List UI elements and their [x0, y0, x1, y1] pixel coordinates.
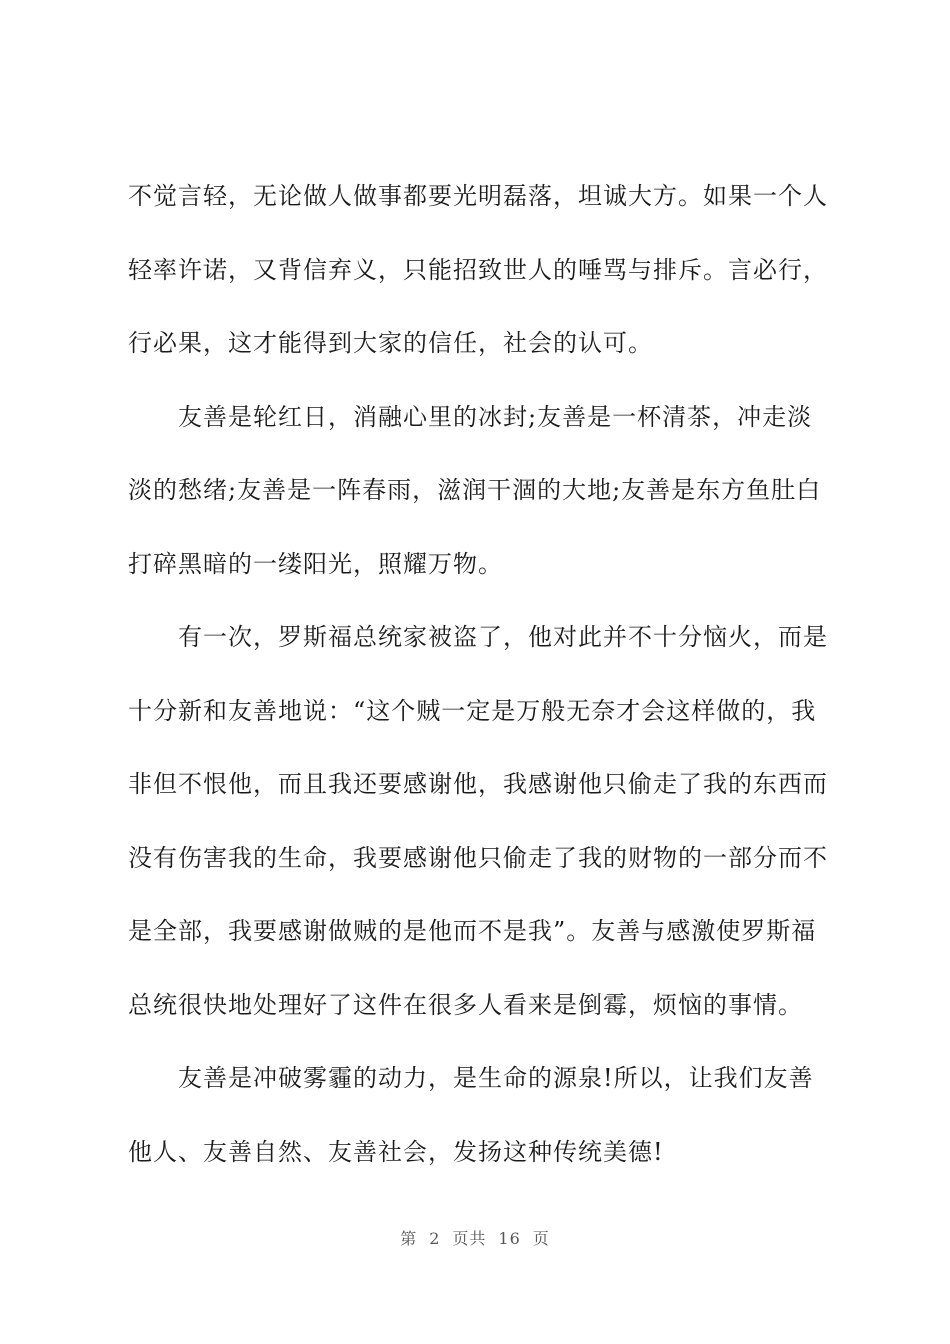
- text-line: 不觉言轻，无论做人做事都要光明磊落，坦诚大方。如果一个人: [128, 182, 828, 210]
- text-line: 有一次，罗斯福总统家被盗了，他对此并不十分恼火，而是: [128, 623, 828, 651]
- footer-total-pages: 16: [498, 1229, 521, 1248]
- text-line: 他人、友善自然、友善社会，发扬这种传统美德!: [128, 1137, 664, 1166]
- page-footer: [0, 1226, 950, 1249]
- footer-suffix: 页: [532, 1229, 550, 1248]
- footer-prefix: 第: [400, 1229, 418, 1248]
- footer-mid: 页共: [452, 1229, 487, 1248]
- body-text: [128, 164, 844, 1193]
- text-line: 友善是轮红日，消融心里的冰封;友善是一杯清茶，冲走淡: [128, 402, 813, 431]
- text-line: 友善是冲破雾霾的动力，是生命的源泉!所以，让我们友善: [128, 1064, 814, 1092]
- text-line: 总统很快地处理好了这件在很多人看来是倒霉，烦恼的事情。: [128, 990, 803, 1019]
- text-line: 轻率许诺，又背信弃义，只能招致世人的唾骂与排斥。言必行，: [128, 255, 828, 284]
- text-line: 十分新和友善地说：“这个贼一定是万般无奈才会这样做的，我: [128, 696, 817, 725]
- text-line: 打碎黑暗的一缕阳光，照耀万物。: [128, 549, 503, 578]
- text-line: 行必果，这才能得到大家的信任，社会的认可。: [128, 329, 653, 357]
- text-line: 淡的愁绪;友善是一阵春雨，滋润干涸的大地;友善是东方鱼肚白: [128, 476, 822, 504]
- footer-page-number: 2: [429, 1229, 441, 1248]
- text-line: 非但不恨他，而且我还要感谢他，我感谢他只偷走了我的东西而: [128, 770, 828, 798]
- text-line: 没有伤害我的生命，我要感谢他只偷走了我的财物的一部分而不: [128, 843, 828, 872]
- text-line: 是全部，我要感谢做贼的是他而不是我”。友善与感激使罗斯福: [128, 917, 817, 945]
